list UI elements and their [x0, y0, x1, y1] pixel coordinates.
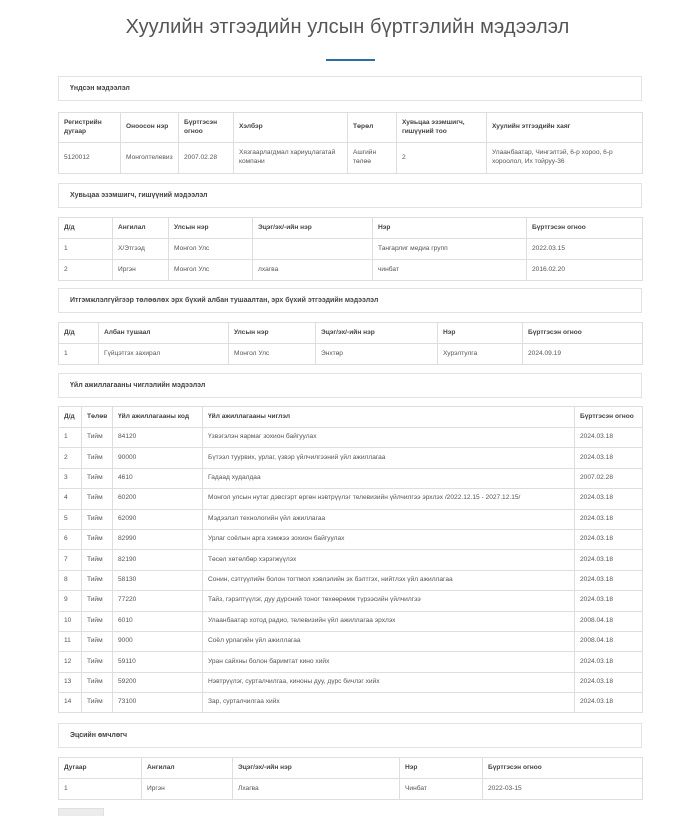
column-header: Бүртгэсэн огноо	[483, 758, 643, 779]
column-header: Д/д	[59, 323, 99, 344]
officials-table	[58, 322, 643, 365]
company-name: Монголтелевиз	[121, 143, 179, 174]
table-row	[59, 143, 643, 174]
title-underline	[326, 59, 375, 61]
column-header: Төрөл	[348, 113, 397, 143]
shareholders-section-header	[58, 183, 642, 208]
company-type: Ашгийн төлөө	[348, 143, 397, 174]
table-row	[59, 631, 643, 651]
basic-info-section-title: Үндсэн мэдээлэл	[70, 85, 130, 92]
column-header: Дугаар	[59, 758, 142, 779]
table-cell: Монгол Улс	[169, 260, 253, 281]
table-cell: Тийм	[82, 693, 113, 713]
activities-section-title: Үйл ажиллагааны чиглэлийн мэдээлэл	[70, 382, 206, 389]
back-button[interactable]	[58, 808, 104, 816]
table-cell: Тийм	[82, 631, 113, 651]
table-header-row	[59, 758, 643, 779]
shareholders-table	[58, 217, 643, 281]
table-cell: 10	[59, 611, 82, 631]
table-cell	[253, 239, 373, 260]
table-cell: 2024.03.18	[575, 509, 643, 529]
table-row	[59, 448, 643, 468]
column-header: Үйл ажиллагааны чиглэл	[203, 407, 575, 428]
table-header-row	[59, 113, 643, 143]
table-cell: 73100	[113, 693, 203, 713]
table-header-row	[59, 218, 643, 239]
column-header: Ангилал	[142, 758, 233, 779]
column-header: Эцэг/эх/-ийн нэр	[253, 218, 373, 239]
table-cell: 2024.03.18	[575, 672, 643, 692]
table-cell: Бүтээл туурвих, урлаг, үзвэр үйлчилгээний үйл ажиллагаа	[203, 448, 575, 468]
table-cell: Иргэн	[142, 779, 233, 800]
registration-number: 5120012	[59, 143, 121, 174]
table-cell: 59110	[113, 652, 203, 672]
table-cell: 2024.03.18	[575, 428, 643, 448]
column-header: Нэр	[400, 758, 483, 779]
table-row	[59, 611, 643, 631]
table-cell: 59200	[113, 672, 203, 692]
table-cell: 4	[59, 489, 82, 509]
table-cell: Тийм	[82, 611, 113, 631]
column-header: Бүртгэсэн огноо	[575, 407, 643, 428]
table-cell: 84120	[113, 428, 203, 448]
table-header-row	[59, 407, 643, 428]
column-header: Бүртгэсэн огноо	[527, 218, 643, 239]
table-cell: 14	[59, 693, 82, 713]
activities-table	[58, 406, 643, 713]
table-cell: Урлаг соёлын арга хэмжээ зохион байгуулах	[203, 529, 575, 549]
table-cell: Монгол улсын нутаг дэвсгэрт өргөн нэвтрүүлэг телевизийн үйлчилгээ эрхлэх /2022.12.15 - 2027.12.15/	[203, 489, 575, 509]
registration-date: 2007.02.28	[179, 143, 234, 174]
table-cell: Тайз, гэрэлтүүлэг, дуу дүрсний тоног төхөөрөмж түрээсийн үйлчилгээ	[203, 591, 575, 611]
table-row	[59, 779, 643, 800]
table-cell: 2024.03.18	[575, 529, 643, 549]
table-cell: 11	[59, 631, 82, 651]
table-cell: Гадаад худалдаа	[203, 468, 575, 488]
table-cell: Үзвэгэлэн яармаг зохион байгуулах	[203, 428, 575, 448]
table-row	[59, 509, 643, 529]
column-header: Регистрийн дугаар	[59, 113, 121, 143]
table-cell: Мэдээлэл технологийн үйл ажиллагаа	[203, 509, 575, 529]
table-cell: Х/Этгээд	[113, 239, 169, 260]
column-header: Хэлбэр	[234, 113, 348, 143]
table-cell: 4610	[113, 468, 203, 488]
table-cell: Монгол Улс	[169, 239, 253, 260]
table-cell: 2008.04.18	[575, 611, 643, 631]
table-row	[59, 672, 643, 692]
table-cell: Улаанбаатар хотод радио, телевизийн үйл ажиллагаа эрхлэх	[203, 611, 575, 631]
table-cell: Монгол Улс	[229, 344, 316, 365]
table-row	[59, 260, 643, 281]
table-cell: Төсөл хөтөлбөр хэрэгжүүлэх	[203, 550, 575, 570]
table-cell: 2022.03.15	[527, 239, 643, 260]
column-header: Улсын нэр	[169, 218, 253, 239]
table-cell: чинбат	[373, 260, 527, 281]
table-cell: 2022-03-15	[483, 779, 643, 800]
activities-section-header	[58, 373, 642, 398]
table-cell: Лхагва	[233, 779, 400, 800]
officials-section-title: Итгэмжлэлгүйгээр төлөөлөх эрх бүхий албан тушаалтан, эрх бүхий этгээдийн мэдээлэл	[70, 297, 379, 304]
table-cell: лхагва	[253, 260, 373, 281]
table-cell: Тийм	[82, 509, 113, 529]
table-cell: Тийм	[82, 489, 113, 509]
table-row	[59, 529, 643, 549]
table-row	[59, 468, 643, 488]
table-cell: 82990	[113, 529, 203, 549]
table-cell: Тийм	[82, 468, 113, 488]
company-form: Хязгаарлагдмал хариуцлагатай компани	[234, 143, 348, 174]
table-cell: 2007.02.28	[575, 468, 643, 488]
table-cell: 1	[59, 344, 99, 365]
table-cell: Нэвтрүүлэг, сурталчилгаа, киноны дуу, дүрс бичлэг хийх	[203, 672, 575, 692]
table-cell: 2024.09.19	[523, 344, 643, 365]
column-header: Эцэг/эх/-ийн нэр	[233, 758, 400, 779]
table-row	[59, 428, 643, 448]
table-cell: Тийм	[82, 672, 113, 692]
column-header: Нэр	[373, 218, 527, 239]
table-cell: 2024.03.18	[575, 570, 643, 590]
company-address: Улаанбаатар, Чингэлтэй, 6-р хороо, 6-р хороолол, Их тойруу-36	[487, 143, 643, 174]
table-cell: 2024.03.18	[575, 693, 643, 713]
table-cell: 2024.03.18	[575, 448, 643, 468]
basic-info-table	[58, 112, 643, 174]
table-cell: 2024.03.18	[575, 489, 643, 509]
shareholder-count: 2	[397, 143, 487, 174]
table-cell: Уран сайхны болон баримтат кино хийх	[203, 652, 575, 672]
table-row	[59, 570, 643, 590]
table-cell: 1	[59, 779, 142, 800]
table-cell: 1	[59, 428, 82, 448]
beneficial-owner-section-title: Эцсийн өмчлөгч	[70, 732, 128, 739]
column-header: Оноосон нэр	[121, 113, 179, 143]
column-header: Хувьцаа эзэмшигч, гишүүний тоо	[397, 113, 487, 143]
table-cell: 2	[59, 260, 113, 281]
table-cell: 12	[59, 652, 82, 672]
basic-info-section-header	[58, 76, 642, 101]
table-cell: Иргэн	[113, 260, 169, 281]
column-header: Д/д	[59, 407, 82, 428]
column-header: Хуулийн этгээдийн хаяг	[487, 113, 643, 143]
table-cell: Энхтөр	[316, 344, 438, 365]
column-header: Улсын нэр	[229, 323, 316, 344]
table-cell: 8	[59, 570, 82, 590]
table-cell: Тийм	[82, 448, 113, 468]
table-cell: 62090	[113, 509, 203, 529]
table-cell: 9000	[113, 631, 203, 651]
column-header: Бүртгэсэн огноо	[523, 323, 643, 344]
table-cell: Тийм	[82, 570, 113, 590]
table-cell: 60200	[113, 489, 203, 509]
table-header-row	[59, 323, 643, 344]
table-cell: 58130	[113, 570, 203, 590]
column-header: Бүртгэсэн огноо	[179, 113, 234, 143]
table-cell: Тийм	[82, 652, 113, 672]
table-cell: 9	[59, 591, 82, 611]
table-cell: Тийм	[82, 428, 113, 448]
table-cell: 82190	[113, 550, 203, 570]
table-cell: 2024.03.18	[575, 550, 643, 570]
column-header: Ангилал	[113, 218, 169, 239]
column-header: Д/д	[59, 218, 113, 239]
column-header: Үйл ажиллагааны код	[113, 407, 203, 428]
table-cell: Чинбат	[400, 779, 483, 800]
column-header: Төлөв	[82, 407, 113, 428]
table-cell: 2016.02.20	[527, 260, 643, 281]
table-cell: 2024.03.18	[575, 591, 643, 611]
table-cell: 2	[59, 448, 82, 468]
table-cell: 13	[59, 672, 82, 692]
table-cell: 7	[59, 550, 82, 570]
table-cell: 5	[59, 509, 82, 529]
table-cell: Тийм	[82, 529, 113, 549]
table-row	[59, 489, 643, 509]
table-cell: Сонин, сэтгүүлийн болон тогтмол хэвлэлийн эх бэлтгэх, нийтлэх үйл ажиллагаа	[203, 570, 575, 590]
column-header: Нэр	[438, 323, 523, 344]
table-cell: Гүйцэтгэх захирал	[99, 344, 229, 365]
shareholders-section-title: Хувьцаа эзэмшигч, гишүүний мэдээлэл	[70, 192, 208, 199]
table-cell: Тийм	[82, 550, 113, 570]
page-title: Хуулийн этгээдийн улсын бүртгэлийн мэдээлэл	[125, 16, 570, 38]
table-row	[59, 693, 643, 713]
table-cell: 6010	[113, 611, 203, 631]
table-row	[59, 652, 643, 672]
beneficial-owner-table	[58, 757, 643, 800]
table-cell: 77220	[113, 591, 203, 611]
table-cell: Тангарлиг медиа групп	[373, 239, 527, 260]
table-cell: Хурэлтулга	[438, 344, 523, 365]
table-cell: Соёл урлагийн үйл ажиллагаа	[203, 631, 575, 651]
table-row	[59, 591, 643, 611]
beneficial-owner-section-header	[58, 723, 642, 748]
table-row	[59, 344, 643, 365]
table-cell: 2008.04.18	[575, 631, 643, 651]
table-row	[59, 239, 643, 260]
table-cell: 2024.03.18	[575, 652, 643, 672]
table-cell: 6	[59, 529, 82, 549]
table-cell: Зар, сурталчилгаа хийх	[203, 693, 575, 713]
table-cell: 3	[59, 468, 82, 488]
table-cell: 1	[59, 239, 113, 260]
column-header: Албан тушаал	[99, 323, 229, 344]
table-cell: Тийм	[82, 591, 113, 611]
column-header: Эцэг/эх/-ийн нэр	[316, 323, 438, 344]
table-cell: 90000	[113, 448, 203, 468]
officials-section-header	[58, 288, 642, 313]
table-row	[59, 550, 643, 570]
